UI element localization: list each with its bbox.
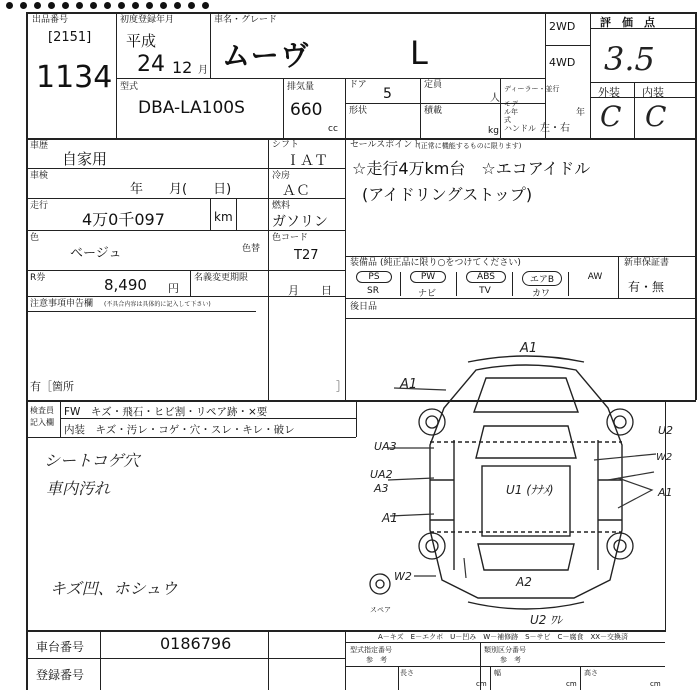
handwritten-note-3: キズ凹、ホシュウ <box>50 579 178 598</box>
registration-month: 12 <box>172 58 193 77</box>
width-unit: cm <box>566 680 577 688</box>
binder-hole <box>48 2 55 9</box>
binder-hole <box>132 2 139 9</box>
binder-hole <box>34 2 41 9</box>
sales-point-line1: ☆走行4万km台 ☆エコアイドル <box>352 159 591 178</box>
damage-mark: UA3 <box>374 440 397 453</box>
displacement-label: 排気量 <box>287 82 315 92</box>
damage-mark: A1 <box>400 377 418 392</box>
doors-label: ドア <box>349 80 367 90</box>
class-ref: 参 考 <box>500 656 521 664</box>
damage-mark: W2 <box>394 570 412 583</box>
inspection-date: 年 月( 日) <box>130 182 232 197</box>
month-unit: 月 <box>198 65 208 76</box>
sales-point-line2: (アイドリングストップ) <box>362 185 533 204</box>
inspector-label: 検査員記入欄 <box>30 406 54 427</box>
body-outline <box>430 365 622 598</box>
damage-mark: A3 <box>374 482 389 495</box>
warranty-label: 新車保証書 <box>624 258 670 268</box>
binder-hole <box>146 2 153 9</box>
inspection-label: 車検 <box>30 171 49 181</box>
lot-label: 出品番号 <box>32 15 69 25</box>
first-registration-label: 初度登録年月 <box>120 15 175 25</box>
damage-mark: U2 <box>658 424 674 437</box>
lot-sub-number: [2151] <box>48 30 92 45</box>
era: 平成 <box>126 32 157 50</box>
equipment-label: 装備品 <box>350 258 378 268</box>
mileage-label: 走行 <box>30 201 49 211</box>
damage-mark: A1 <box>382 511 398 525</box>
recycle-unit: 円 <box>168 282 179 295</box>
damage-mark: A1 <box>658 486 673 499</box>
binder-hole <box>202 2 209 9</box>
binder-hole <box>104 2 111 9</box>
later-items-label: 後日品 <box>350 302 378 312</box>
rear-bumper <box>468 602 584 609</box>
notes-label: 注意事項申告欄 <box>30 299 94 309</box>
length-label: 長さ <box>400 669 414 677</box>
history: 自家用 <box>62 150 108 168</box>
displacement: 660 <box>290 100 323 120</box>
damage-mark: U1 (ﾅﾅﾒ) <box>506 483 554 497</box>
paint-change-label: 色替 <box>242 244 261 254</box>
chassis-label: 車台番号 <box>36 640 85 654</box>
model-year-label: モデル年式 <box>504 100 518 124</box>
car-name: ムーヴ <box>222 39 311 72</box>
model-label: 型式 <box>120 82 139 92</box>
handle-label: ハンドル <box>504 124 536 133</box>
equipment-aw: AW <box>587 272 603 282</box>
load-unit: kg <box>488 126 499 136</box>
equipment-pw: PW <box>410 271 446 283</box>
load-label: 積載 <box>424 106 443 116</box>
shift: ＩＡＴ <box>286 153 328 169</box>
grade: L <box>410 34 428 72</box>
exterior-grade: C <box>600 100 622 133</box>
shape-label: 形状 <box>349 106 368 116</box>
color-code-label: 色コード <box>272 233 309 243</box>
car-name-label: 車名・グレード <box>214 15 278 25</box>
equipment-abs: ABS <box>466 271 506 283</box>
displacement-unit: cc <box>328 124 338 134</box>
fuel-label: 燃料 <box>272 201 291 211</box>
mileage-unit: km <box>214 210 233 224</box>
binder-hole <box>160 2 167 9</box>
fuel: ガソリン <box>272 214 328 230</box>
binder-hole <box>76 2 83 9</box>
history-label: 車歴 <box>30 141 49 151</box>
dealer-label: ディーラー・並行 <box>504 85 560 93</box>
drive-2wd: 2WD <box>549 20 576 33</box>
repair-history: 有［箇所 <box>30 380 74 393</box>
equipment-navi: ナビ <box>417 289 436 299</box>
drive-4wd: 4WD <box>549 56 576 69</box>
ac-label: 冷房 <box>272 171 291 181</box>
score-label: 評 価 点 <box>600 16 655 29</box>
sales-point-label: セールスポイント <box>350 140 422 150</box>
registration-label: 登録番号 <box>36 668 85 682</box>
color: ベージュ <box>70 246 122 261</box>
equipment-ps: PS <box>356 271 392 283</box>
equipment-tv: TV <box>479 286 491 296</box>
binder-hole <box>20 2 27 9</box>
damage-legend: A－キズ E－エクボ U－凹み W－補修跡 S－サビ C－腐食 XX－交換済 <box>378 633 629 641</box>
recycle-label: R券 <box>30 273 46 283</box>
binder-hole <box>188 2 195 9</box>
handle-side: 左・右 <box>540 123 570 134</box>
color-label: 色 <box>30 233 40 243</box>
name-change-label: 名義変更期限 <box>194 273 249 283</box>
doors: 5 <box>383 86 392 102</box>
car-damage-diagram <box>356 330 696 630</box>
mileage: 4万0千097 <box>82 210 165 229</box>
damage-mark: U2 ﾜﾚ <box>530 613 563 627</box>
handwritten-note-1: シートコゲ穴 <box>44 451 140 470</box>
handwritten-note-2: 車内汚れ <box>46 479 111 498</box>
type-cert-label: 型式指定番号 <box>350 646 392 654</box>
lot-number: 1134 <box>36 60 113 95</box>
inspector-row-fw: FW キズ・飛石・ヒビ割・リペア跡・×要 <box>64 406 268 418</box>
width-label: 幅 <box>494 669 501 677</box>
registration-year: 24 <box>137 52 165 77</box>
damage-mark: UA2 <box>370 468 393 481</box>
binder-hole <box>118 2 125 9</box>
damage-mark: A2 <box>516 575 532 589</box>
exterior-label: 外装 <box>598 86 620 99</box>
height-unit: cm <box>650 680 661 688</box>
sales-point-sub: (正常に機能するものに限ります) <box>418 142 522 150</box>
color-code: T27 <box>294 248 319 263</box>
score: 3.5 <box>604 40 655 78</box>
warranty: 有・無 <box>628 280 665 294</box>
equipment-sr: SR <box>367 286 379 296</box>
inspector-row-interior: 内装 キズ・汚レ・コゲ・穴・スレ・キレ・破レ <box>64 424 295 436</box>
height-label: 高さ <box>584 669 598 677</box>
front-bumper <box>468 356 584 362</box>
repair-close: ］ <box>336 380 347 393</box>
capacity-label: 定員 <box>424 80 443 90</box>
shift-label: シフト <box>272 140 300 150</box>
notes-sub: (不具合内容は具体的に記入して下さい) <box>104 301 211 308</box>
binder-hole <box>90 2 97 9</box>
type-cert-ref: 参 考 <box>366 656 387 664</box>
damage-mark: W2 <box>656 452 673 463</box>
binder-hole <box>174 2 181 9</box>
equipment-airbag: エアB <box>522 271 562 286</box>
interior-label: 内装 <box>642 86 664 99</box>
equipment-sub: (純正品に限り○をつけてください) <box>380 258 521 268</box>
year-unit: 年 <box>576 108 586 118</box>
binder-hole <box>6 2 13 9</box>
ac: ＡＣ <box>282 183 310 199</box>
binder-hole <box>62 2 69 9</box>
chassis-number: 0186796 <box>160 634 232 653</box>
name-change-date: 月 日 <box>288 284 332 297</box>
damage-mark: A1 <box>520 341 538 356</box>
equipment-leather: カワ <box>531 289 550 299</box>
capacity-unit: 人 <box>490 93 500 104</box>
recycle-fee: 8,490 <box>104 276 147 294</box>
model-code: DBA-LA100S <box>138 98 245 118</box>
spare-label: スペア <box>370 606 391 614</box>
length-unit: cm <box>476 680 487 688</box>
class-label: 類別区分番号 <box>484 646 526 654</box>
interior-grade: C <box>645 100 667 133</box>
